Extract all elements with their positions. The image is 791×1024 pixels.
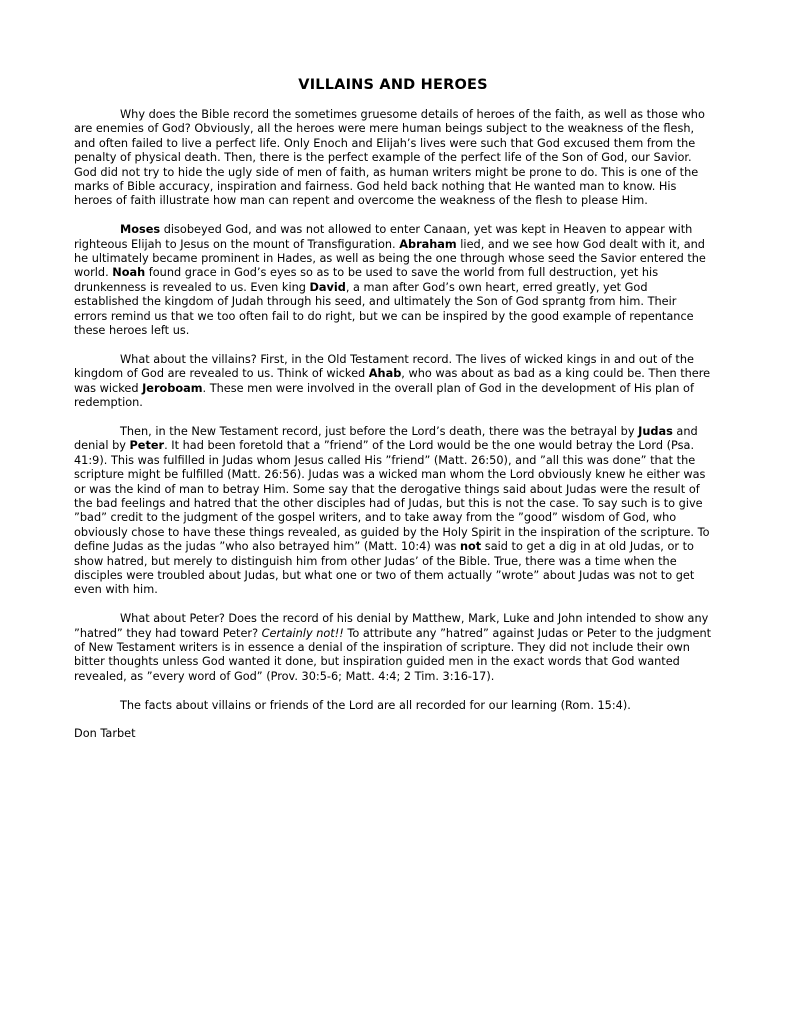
document-page xyxy=(74,76,712,742)
text-run: said to get a dig in at old Judas, or to show hatred, but merely to distinguish him from other Judas’ of the Bible. True, there was a time when the disciples were troubled about Judas, but what one or two of them actually ”wrote” about Judas was not to get even with him. xyxy=(74,540,695,597)
text-run: . These men were involved in the overall plan of God in the development of His plan of redemption. xyxy=(74,381,694,410)
paragraph xyxy=(74,108,712,209)
text-run: and denial by xyxy=(74,424,698,453)
paragraph xyxy=(74,353,712,411)
emphasized-name: Ahab xyxy=(368,367,402,381)
emphasized-name: Moses xyxy=(120,223,161,237)
emphasized-name: Noah xyxy=(112,266,146,280)
author-signature: Don Tarbet xyxy=(74,727,136,741)
paragraph xyxy=(74,425,712,598)
text-run: found grace in God’s eyes so as to be used to save the world from full destruction, yet his drunkenness is revealed to us. Even king xyxy=(74,266,659,294)
italic-emphasis: Certainly not!! xyxy=(261,626,344,640)
paragraph xyxy=(74,699,712,713)
text-run: , a man after God’s own heart, erred greatly, yet God established the kingdom of Judah through his seed, and ultimately the Son of God sprantg from him. Their errors remind us that we too often fail to do right, but we can be inspired by the good example of repentance these heroes left us. xyxy=(74,280,694,338)
emphasized-name: not xyxy=(460,540,482,554)
text-run: What about the villains? First, in the Old Testament record. The lives of wicked kings in and out of the kingdom of God are revealed to us. Think of wicked xyxy=(74,352,694,381)
body-text xyxy=(74,108,712,713)
text-run: The facts about villains or friends of the Lord are all recorded for our learning (Rom. 15:4). xyxy=(120,698,631,712)
text-run: To attribute any ”hatred” against Judas or Peter to the judgment of New Testament writers is in essence a denial of the inspiration of scripture. They did not include their own bitter thoughts unless God wanted it done, but inspiration guided men in the exact words that God wanted revealed, as ”every word of God” (Prov. 30:5-6; Matt. 4:4; 2 Tim. 3:16-17). xyxy=(74,626,712,683)
text-run: disobeyed God, and was not allowed to enter Canaan, yet was kept in Heaven to appear with righteous Elijah to Jesus on the mount of Transfiguration. xyxy=(74,223,693,251)
text-run: What about Peter? Does the record of his denial by Matthew, Mark, Luke and John intended to show any ”hatred” they had toward Peter? xyxy=(74,612,709,640)
page-title: VILLAINS AND HEROES xyxy=(298,77,488,93)
emphasized-name: Judas xyxy=(638,424,673,438)
text-run: , who was about as bad as a king could be. Then there was wicked xyxy=(74,367,711,395)
emphasized-name: Abraham xyxy=(399,237,457,251)
emphasized-name: Peter xyxy=(129,439,165,453)
paragraph xyxy=(74,223,712,338)
text-run: Why does the Bible record the sometimes gruesome details of heroes of the faith, as well as those who are enemies of God? Obviously, all the heroes were mere human beings subject to the weakness of the flesh, and often failed to live a perfect life. Only Enoch and Elijah’s lives were such that God excused them from the penalty of physical death. Then, there is the perfect example of the perfect life of the Son of God, our Savior. God did not try to hide the ugly side of men of faith, as human writers might be prone to do. This is one of the marks of Bible accuracy, inspiration and fairness. God held back nothing that He wanted man to know. His heroes of faith illustrate how man can repent and overcome the weakness of the flesh to please Him. xyxy=(74,108,705,208)
text-run: . It had been foretold that a ”friend” of the Lord would be the one would betray the Lord (Psa. 41:9). This was fulfilled in Judas whom Jesus called His ”friend” (Matt. 26:50), and ”all this was done” that the scripture might be fulfilled (Matt. 26:56). Judas was a wicked man whom the Lord obviously knew he either was or was the kind of man to betray Him. Some say that the derogative things said about Judas were the result of the bad feelings and hatred that the other disciples had of Judas, but this is not the case. To say such is to give ”bad” credit to the judgment of the gospel writers, and to take away from the ”good” wisdom of God, who obviously chose to have these things revealed, as guided by the Holy Spirit in the inspiration of the scripture. To define Judas as the judas ”who also betrayed him” (Matt. 10:4) was xyxy=(74,439,710,554)
paragraph xyxy=(74,612,712,684)
text-run: lied, and we see how God dealt with it, and he ultimately became prominent in Hades, as well as being the one through whose seed the Savior entered the world. xyxy=(74,237,706,280)
emphasized-name: David xyxy=(309,280,346,294)
emphasized-name: Jeroboam xyxy=(142,381,203,395)
text-run: Then, in the New Testament record, just before the Lord’s death, there was the betrayal by xyxy=(120,424,639,438)
